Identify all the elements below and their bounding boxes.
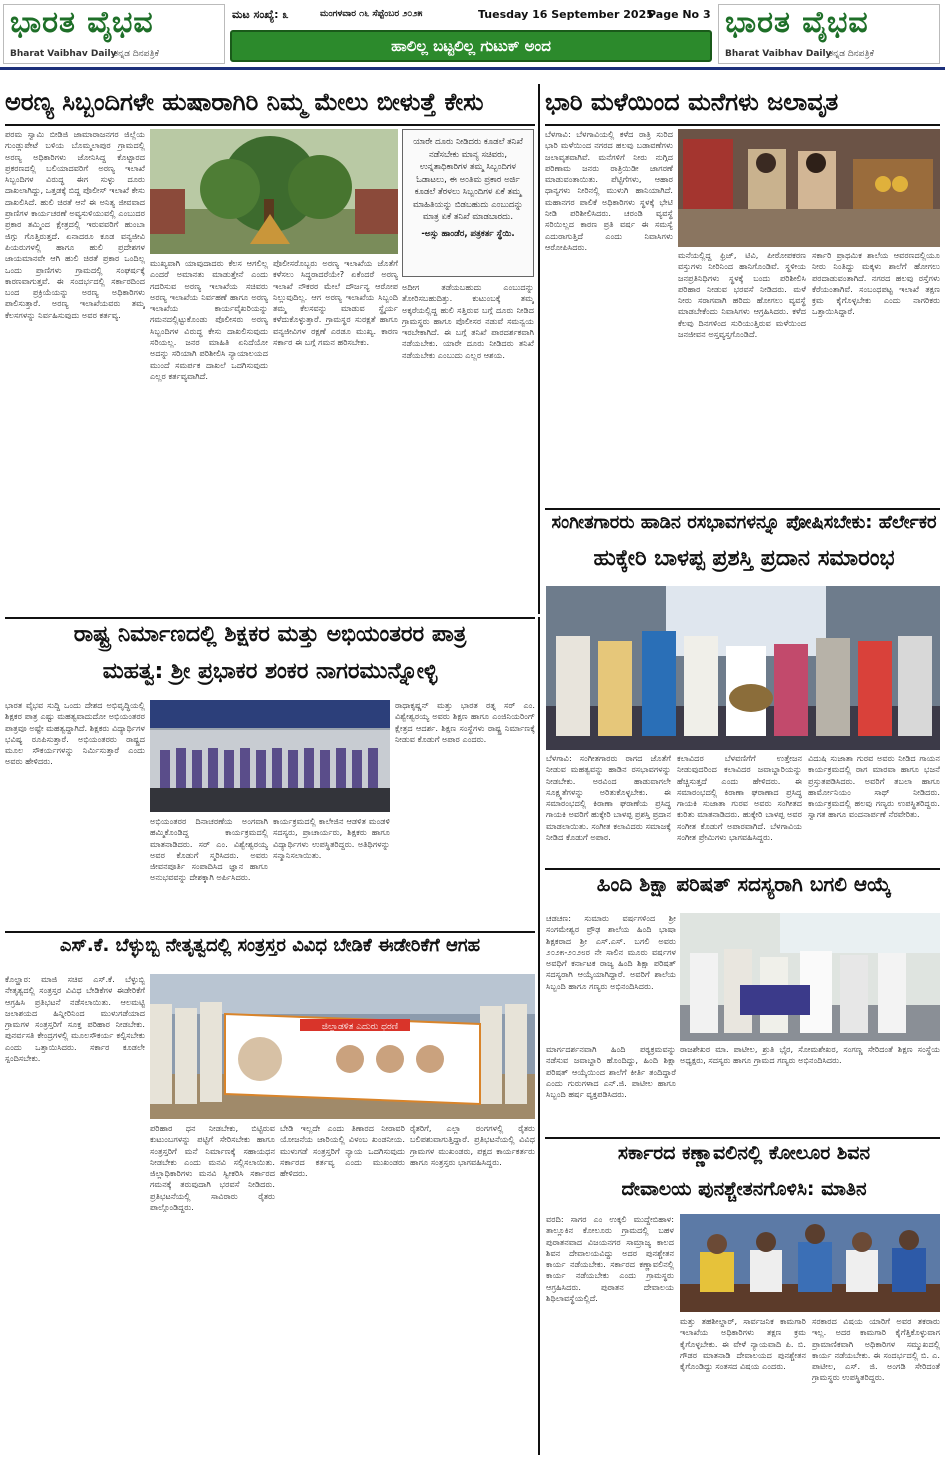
- rain-column-1: ಬೆಳಗಾವಿ: ಬೆಳಗಾವಿಯಲ್ಲಿ ಕಳೆದ ರಾತ್ರಿ ಸುರಿದ ಭಾರಿ ಮಳೆಯಿಂದ ನಗರದ ಹಲವು ಬಡಾವಣೆಗಳು ಜಲಾವೃತವಾಗಿವೆ. ಮನೆಗಳಿಗೆ ನೀರು ನುಗ್ಗಿದ ಪರಿಣಾಮ ಜನರು ರಾತ್ರಿಯಿಡೀ ಜಾಗರಣೆ ಮಾಡುವಂತಾಯಿತು. ಪೆಟ್ಟಿಗೆಗಳು, ಆಹಾರ ಧಾನ್ಯಗಳು ನೀರಿನಲ್ಲಿ ಮುಳುಗಿ ಹಾನಿಯಾಗಿದೆ. ಮಹಾನಗರ ಪಾಲಿಕೆ ಅಧಿಕಾರಿಗಳು ಸ್ಥಳಕ್ಕೆ ಭೇಟಿ ನೀಡಿ ಪರಿಶೀಲಿಸಿದರು. ಚರಂಡಿ ವ್ಯವಸ್ಥೆ ಸರಿಯಿಲ್ಲದ ಕಾರಣ ಪ್ರತಿ ವರ್ಷ ಈ ಸಮಸ್ಯೆ ಎದುರಾಗುತ್ತಿದೆ ಎಂದು ನಿವಾಸಿಗಳು ಆರೋಪಿಸಿದರು.: [545, 129, 673, 252]
- logo-sub-kn: ಕನ್ನಡ ದಿನಪತ್ರಿಕೆ: [829, 49, 875, 59]
- music-column-2: ಕಲಾವಿದರ ಬೆಳವಣಿಗೆಗೆ ಉತ್ತೇಜನ ನೀಡುವುದರಿಂದ ಕಲಾವಿದರ ಜವಾಬ್ದಾರಿಯನ್ನು ಹೆಚ್ಚಿಸುತ್ತದೆ ಎಂದು ಹೇಳಿದರು. ಈ ಸಮಾರಂಭದಲ್ಲಿ ಕಿರಾಣಾ ಘರಾಣಾದ ಪ್ರಸಿದ್ಧ ಗಾಯಕಿ ಸುಜಾತಾ ಗುರವ ಅವರು ಸಂಗೀತದ ಕುರಿತು ಮಾತನಾಡಿದರು. ಹುಕ್ಕೇರಿ ಬಾಳಪ್ಪ ಅವರ ಸಂಗೀತ ಕೊಡುಗೆ ಅಪಾರವಾಗಿದೆ. ಬೆಳಗಾವಿಯ ಸಂಗೀತ ಪ್ರೇಮಿಗಳು ಭಾಗವಹಿಸಿದ್ದರು.: [677, 753, 802, 843]
- forest-column-1: ಪರಮ ಸ್ವಾಮಿ ಬೀಡಿಜಿ ಜಾಮಾರಾಜನಗರ ಜಿಲ್ಲೆಯ ಗುಂಡ್ಲುಪೇಟೆ ಬಳಿಯ ಬೊಮ್ಮಲಾಪುರ ಗ್ರಾಮದಲ್ಲಿ ಅರಣ್ಯ ಅಧಿಕಾರಿಗಳು ಜೋನಿಸಿದ್ದ ಕೊಟ್ಟಾರದ ಪ್ರಕರಣದಲ್ಲಿ ಬಲಿಯಾದವರಿಗೆ ಅರಣ್ಯ ಇಲಾಖೆ ಸಿಬ್ಬಂದಿಗಳ ವಿರುದ್ಧ ಈಗ ಸುಳ್ಳು ದೂರು ದಾಖಲಾಗಿದ್ದು, ಒತ್ತಡಕ್ಕೆ ಬಿದ್ದ ಪೊಲೀಸ್ ಇಲಾಖೆ ಕೇಸು ದಾಖಲಿಸಿದೆ. ಹುಲಿ ಚಿರತೆ ಆನೆ ಈ ಅನಿತ್ಯ ಜೀವವಾದ ಪ್ರಾಣಿಗಳ ಕಾರ್ಯಚರಣೆ ಅವ್ಯಸುಳಿಯುವಲ್ಲಿ ಎಂಬುದರ ಪ್ರಕಾರ ತಮ್ಮಿಂದ ಕ್ಷೇತ್ರದಲ್ಲಿ ಇರುವವರಿಗೆ ಹುಂಬಾ ಜಿಗ್ಗು ಗೊತ್ತಿರುತ್ತದೆ. ಏನಾದರೂ ಕೂಡ ವನ್ಯಜೀವಿ ಪಿಯರುಗಳಲ್ಲಿ ಹಾಗೂ ಹುಲಿ ಪ್ರದೇಶಗಳ ಜಾಯಮಾನವೇ ಆಗಿ ಹುಲಿ ಚಿರತೆ ಪ್ರಕಾರ ಒಂದಿಲ್ಲ ಒಂದು ಪ್ರಾಣಿಗಳು ಗ್ರಾಮದಲ್ಲಿ ಸಂಘರ್ಷಕ್ಕೆ ಕಾರಣವಾಗುತ್ತವೆ. ಈ ಸಂದರ್ಭದಲ್ಲಿ ಸರ್ಕಾರದಿಂದ ಬಂದ ಪ್ರಕ್ರಿಯೆಯನ್ನು ಅರಣ್ಯ ಅಧಿಕಾರಿಗಳು ಪಾಲಿಸುತ್ತಾರೆ. ಅರಣ್ಯ ಇಲಾಖೆಯವರು ತಮ್ಮ ಕೆಲಸಗಳನ್ನು ನಿರ್ವಹಿಸುವುದು ಅವರ ಕರ್ತವ್ಯ.: [5, 129, 145, 320]
- sk-headline: ಎಸ್.ಕೆ. ಬೆಳ್ಳುಬ್ಬಿ ನೇತೃತ್ವದಲ್ಲಿ ಸಂತ್ರಸ್ತರ ವಿವಿಧ ಬೇಡಿಕೆ ಈಡೇರಿಕೆಗೆ ಆಗಹ: [59, 935, 481, 956]
- quote-author: -ಅಸ್ಸು ಹಾಂಡೆರ, ಪತ್ರಕರ್ತ ಸ್ಥೆಯಿ.: [421, 228, 515, 239]
- quote-text: ಯಾರೇ ದೂರು ನೀಡಿದರು ಕೂಡಲೆ ತನಿಖೆ ನಡೆಸಬೇಕು ಮಾನ್ಯ ಸಚಿವರು, ಉನ್ನತಾಧಿಕಾರಿಗಳ ತಮ್ಮ ಸಿಬ್ಬಂದಿಗಳ ಓಡಾಟಲು, ಈ ಅಂತಿಮ ಪ್ರಕಾರ ಅರ್ಜಿ ಕೂಡಲೆ ತೆರಳಲು ಸಿಬ್ಬಂದಿಗಳ ಏಕೆ ತಮ್ಮ ಮಾಹಿತಿಯನ್ನು ಬಿಡಬಹುದು ಎಂಬುದನ್ನು ಮಾತ್ರ ಏಕೆ ತನಿಖೆ ಮಾಡಬಾರದು.: [413, 137, 523, 222]
- nation-column-4: ರಾಧಾಕೃಷ್ಣನ್ ಮತ್ತು ಭಾರತ ರತ್ನ ಸರ್ ಎಂ. ವಿಶ್ವೇಶ್ವರಯ್ಯ ಅವರು ಶಿಕ್ಷಣ ಹಾಗೂ ಎಂಜಿನಿಯರಿಂಗ್ ಕ್ಷೇತ್ರದ ಆದರ್ಶ. ಶಿಕ್ಷಣ ಸಂಸ್ಥೆಗಳು ರಾಷ್ಟ್ರ ನಿರ್ಮಾಣಕ್ಕೆ ನೀಡುವ ಕೊಡುಗೆ ಅಪಾರ ಎಂದರು.: [395, 700, 535, 744]
- newspaper-logo-right: [718, 4, 940, 64]
- divider: [545, 1137, 940, 1139]
- nation-column-1: ಭಾರತ ವೈಭವ ಸುದ್ದಿ ಒಂದು ದೇಶದ ಅಭಿವೃದ್ಧಿಯಲ್ಲಿ ಶಿಕ್ಷಕರ ಪಾತ್ರ ಎಷ್ಟು ಮಹತ್ವವಾದುದೋ ಅಭಿಯಂತರರ ಪಾತ್ರವೂ ಅಷ್ಟೇ ಮಹತ್ವದ್ದಾಗಿದೆ. ಶಿಕ್ಷಕರು ವಿದ್ಯಾರ್ಥಿಗಳ ಭವಿಷ್ಯ ರೂಪಿಸುತ್ತಾರೆ. ಅಭಿಯಂತರರು ರಾಷ್ಟ್ರದ ಮೂಲ ಸೌಕರ್ಯಗಳನ್ನು ನಿರ್ಮಿಸುತ್ತಾರೆ ಎಂದು ಅವರು ಹೇಳಿದರು.: [5, 700, 145, 767]
- tagline: ಹಾಲಿಲ್ಲ ಬಟ್ಟಲಿಲ್ಲ ಗುಟುಕ್ ಅಂದ: [230, 30, 712, 62]
- nation-headline-1: ರಾಷ್ಟ್ರ ನಿರ್ಮಾಣದಲ್ಲಿ ಶಿಕ್ಷಕರ ಮತ್ತು ಅಭಿಯಂತರರ ಪಾತ್ರ: [73, 622, 467, 647]
- temple-photo: [680, 1214, 940, 1312]
- forest-column-3: ಪೊಲೀಸರೊಬ್ಬರು ಅರಣ್ಯ ಇಲಾಖೆಯ ಜೊತೆಗೆ ಕಳೆಸಲು ಸಿದ್ಧರಾದರೆಯೇ? ಏಕೆಂದರೆ ಅರಣ್ಯ ಇಲಾಖೆ ನೌಕರರ ಮೇಲೆ ದೌರ್ಜನ್ಯ ಆರೋಪ ನಿಲ್ಲುವುದಿಲ್ಲ. ಆಗ ಅರಣ್ಯ ಇಲಾಖೆಯ ಸಿಬ್ಬಂದಿ ತಮ್ಮ ಕೆಲಸವನ್ನು ಮಾಡುವ ಸ್ಥೈರ್ಯ ಕಳೆದುಕೊಳ್ಳುತ್ತಾರೆ. ಗ್ರಾಮಸ್ಥರ ಸುರಕ್ಷತೆ ಹಾಗೂ ವನ್ಯಜೀವಿಗಳ ರಕ್ಷಣೆ ಎರಡೂ ಮುಖ್ಯ. ಕಾರಣ ಸರ್ಕಾರ ಈ ಬಗ್ಗೆ ಗಮನ ಹರಿಸಬೇಕು.: [273, 258, 398, 348]
- protest-rally-image: [150, 974, 535, 1119]
- rain-column-3: ಸರ್ಕಾರಿ ಪ್ರಾಥಮಿಕ ಶಾಲೆಯ ಆವರಣದಲ್ಲಿಯೂ ನೀರು ನಿಂತಿದ್ದು ಮಕ್ಕಳು ಶಾಲೆಗೆ ಹೋಗಲು ಪರದಾಡುವಂತಾಗಿದೆ. ನಗರದ ಹಲವು ರಸ್ತೆಗಳು ಕೆರೆಯಂತಾಗಿವೆ. ಸಂಬಂಧಪಟ್ಟ ಇಲಾಖೆ ತಕ್ಷಣ ಕ್ರಮ ಕೈಗೊಳ್ಳಬೇಕು ಎಂದು ನಾಗರಿಕರು ಒತ್ತಾಯಿಸಿದ್ದಾರೆ.: [812, 250, 940, 317]
- newspaper-logo-left: [3, 4, 225, 64]
- date-english: Tuesday 16 September 2025: [478, 8, 654, 21]
- temple-headline-2: ದೇವಾಲಯ ಪುನಶ್ಚೇತನಗೊಳಿಸಿ: ಮಾತಿನ: [621, 1178, 867, 1200]
- logo-name: ಭಾರತ ವೈಭವ: [725, 5, 869, 40]
- award-ceremony-image: [546, 586, 940, 750]
- divider: [5, 124, 535, 126]
- press-meet-image: [680, 1214, 940, 1312]
- sk-column-4: ರೈತರಿಗೆ, ಎಲ್ಲಾ ರಂಗಗಳಲ್ಲಿ ರೈತರು ಬಲಿಪಶುವಾಗುತ್ತಿದ್ದಾರೆ. ಪ್ರತಿಭಟನೆಯಲ್ಲಿ ವಿವಿಧ ಗ್ರಾಮಗಳ ಮುಖಂಡರು, ಪಕ್ಷದ ಕಾರ್ಯಕರ್ತರು ಹಾಗೂ ಸಂತ್ರಸ್ತರು ಭಾಗವಹಿಸಿದ್ದರು.: [410, 1123, 535, 1167]
- nation-column-3: ಕಾರ್ಯಕ್ರಮದಲ್ಲಿ ಕಾಲೇಜಿನ ಆಡಳಿತ ಮಂಡಳಿ ಸದಸ್ಯರು, ಪ್ರಾಚಾರ್ಯರು, ಶಿಕ್ಷಕರು ಹಾಗೂ ವಿದ್ಯಾರ್ಥಿಗಳು ಉಪಸ್ಥಿತರಿದ್ದರು. ಅತಿಥಿಗಳನ್ನು ಸನ್ಮಾನಿಸಲಾಯಿತು.: [273, 816, 390, 860]
- temple-column-2: ಮತ್ತು ತಹಶೀಲ್ದಾರ್, ಸಾರ್ವಜನಿಕ ಕಾಮಗಾರಿ ಇಲಾಖೆಯ ಅಧಿಕಾರಿಗಳು ತಕ್ಷಣ ಕ್ರಮ ಕೈಗೊಳ್ಳಬೇಕು. ಈ ವೇಳೆ ನ್ಯಾಯವಾದಿ ಪಿ. ಬಿ. ಗೌಡರ ಮಾತನಾಡಿ ದೇವಾಲಯದ ಪುನಶ್ಚೇತನ ಕೈಗೊಂಡಿದ್ದು ಸಂತಸದ ವಿಷಯ ಎಂದರು.: [680, 1316, 806, 1372]
- column-divider: [538, 84, 540, 614]
- rain-column-2: ಮನೆಯಲ್ಲಿದ್ದ ಫ್ರಿಜ್, ಟಿವಿ, ಪೀಠೋಪಕರಣ ವಸ್ತುಗಳು ನೀರಿನಿಂದ ಹಾನಿಗೊಂಡಿವೆ. ಸ್ಥಳೀಯ ಜನಪ್ರತಿನಿಧಿಗಳು ಸ್ಥಳಕ್ಕೆ ಬಂದು ಪರಿಶೀಲಿಸಿ ಪರಿಹಾರ ನೀಡುವ ಭರವಸೆ ನೀಡಿದರು. ಮಳೆ ನೀರು ಸರಾಗವಾಗಿ ಹರಿದು ಹೋಗಲು ವ್ಯವಸ್ಥೆ ಮಾಡಬೇಕೆಂದು ನಿವಾಸಿಗಳು ಆಗ್ರಹಿಸಿದರು. ಕಳೆದ ಕೆಲವು ದಿನಗಳಿಂದ ಸುರಿಯುತ್ತಿರುವ ಮಳೆಯಿಂದ ಜನಜೀವನ ಅಸ್ತವ್ಯಸ್ತಗೊಂಡಿದೆ.: [678, 250, 806, 340]
- divider: [545, 868, 940, 870]
- felicitation-image: [680, 913, 940, 1041]
- nation-headline-2: ಮಹತ್ವ: ಶ್ರೀ ಪ್ರಭಾಕರ ಶಂಕರ ನಾಗರಮುನ್ನೋಳ್ಳಿ: [102, 659, 438, 684]
- issue-line: [230, 4, 715, 28]
- temple-column-3: ಸರಕಾರದ ವಿಷಯ ಯಾರಿಗೆ ಅವರ ತಕರಾರು ಇಲ್ಲ. ಅದರ ಕಾಮಗಾರಿ ಕೈಗೆತ್ತಿಕೊಳ್ಳುವಾಗ ಪ್ರಾಮಾಣಿಕವಾಗಿ ಅಧಿಕಾರಿಗಳ ಸಮ್ಮುಖದಲ್ಲಿ ಕಾರ್ಯ ನಡೆಯಬೇಕು. ಈ ಸಂದರ್ಭದಲ್ಲಿ ಬಿ. ಎ. ಪಾಟೀಲ, ಎಸ್. ಜಿ. ಅಂಗಡಿ ಸೇರಿದಂತೆ ಗ್ರಾಮಸ್ಥರು ಉಪಸ್ಥಿತರಿದ್ದರು.: [812, 1316, 940, 1383]
- music-headline-1: ಸಂಗೀತಗಾರರು ಹಾಡಿನ ರಸಭಾವಗಳನ್ನೂ ಪೋಷಿಸಬೇಕು: ಹೆರ್ಲೇಕರ: [551, 512, 937, 533]
- divider: [545, 124, 940, 126]
- sk-column-1: ಕೊಲ್ಹಾರ: ಮಾಜಿ ಸಚಿವ ಎಸ್.ಕೆ. ಬೆಳ್ಳುಬ್ಬಿ ನೇತೃತ್ವದಲ್ಲಿ ಸಂತ್ರಸ್ತರ ವಿವಿಧ ಬೇಡಿಕೆಗಳ ಈಡೇರಿಕೆಗೆ ಆಗ್ರಹಿಸಿ ಪ್ರತಿಭಟನೆ ನಡೆಸಲಾಯಿತು. ಆಲಮಟ್ಟಿ ಜಲಾಶಯದ ಹಿನ್ನೀರಿನಿಂದ ಮುಳುಗಡೆಯಾದ ಗ್ರಾಮಗಳ ಸಂತ್ರಸ್ತರಿಗೆ ಸೂಕ್ತ ಪರಿಹಾರ ನೀಡಬೇಕು. ಪುನರ್ವಸತಿ ಕೇಂದ್ರಗಳಲ್ಲಿ ಮೂಲಸೌಕರ್ಯ ಕಲ್ಪಿಸಬೇಕು ಎಂದು ಒತ್ತಾಯಿಸಿದರು. ಸರ್ಕಾರ ಕೂಡಲೇ ಸ್ಪಂದಿಸಬೇಕು.: [5, 974, 145, 1064]
- music-headline-2: ಹುಕ್ಕೇರಿ ಬಾಳಪ್ಪ ಪ್ರಶಸ್ತಿ ಪ್ರದಾನ ಸಮಾರಂಭ: [593, 546, 895, 571]
- column-divider: [538, 617, 540, 1137]
- forest-column-2: ಮುಖ್ಯವಾಗಿ ಯಾವುದಾದರು ಕೆಲಸ ಆಗಲಿಲ್ಲ ಎಂದರೆ ಅಮಾನತು ಮಾಡುತ್ತೇನೆ ಎಂದು ಗದರಿಸುವ ಅರಣ್ಯ ಇಲಾಖೆಯ ಸಚಿವರು ಅರಣ್ಯ ಇಲಾಖೆಯ ನಿರ್ವಹಣೆ ಹಾಗೂ ಅರಣ್ಯ ಇಲಾಖೆಯ ಕಾರ್ಯವೈಖರಿಯನ್ನು ಗಮನದಲ್ಲಿಟ್ಟುಕೊಂಡು ಪೊಲೀಸರು ಅರಣ್ಯ ಸಿಬ್ಬಂದಿಗಳ ವಿರುದ್ಧ ಕೇಸು ದಾಖಲಿಸುವುದು ಸರಿಯಲ್ಲ. ಜನರ ಮಾಹಿತಿ ಏನಿದೆಯೋ ಅದನ್ನು ಸರಿಯಾಗಿ ಪರಿಶೀಲಿಸಿ ನ್ಯಾಯಾಲಯದ ಮುಂದೆ ಸಮರ್ಪಕ ದಾಖಲೆ ಒದಗಿಸುವುದು ಎಲ್ಲರ ಕರ್ತವ್ಯವಾಗಿದೆ.: [150, 258, 268, 381]
- column-divider: [538, 1137, 540, 1455]
- sk-column-3: ಬೇಡಿ ಇಲ್ಲದೇ ಎಂದು ತಿಣಾರದ ನೀರಾವರಿ ಯೋಜನೆಯ ಜಾರಿಯಲ್ಲಿ ವಿಳಂಬ ಖಂಡನೀಯ. ಮುಳುಗಡೆ ಸಂತ್ರಸ್ತರಿಗೆ ನ್ಯಾಯ ಒದಗಿಸುವುದು ಸರ್ಕಾರದ ಕರ್ತವ್ಯ ಎಂದು ಮುಖಂಡರು ಹೇಳಿದರು.: [280, 1123, 405, 1179]
- hindi-column-1: ಚಡಚಣ: ಸುಮಾರು ವರ್ಷಗಳಿಂದ ಶ್ರೀ ಸಂಗಮೇಶ್ವರ ಪ್ರೌಢ ಶಾಲೆಯ ಹಿಂದಿ ಭಾಷಾ ಶಿಕ್ಷಕರಾದ ಶ್ರೀ ಎಸ್.ಎಸ್. ಬಗಲಿ ಅವರು ೨೦೨೫-೨೦೨೮ರ ನೇ ಸಾಲಿನ ಮೂರು ವರ್ಷಗಳ ಅವಧಿಗೆ ಕರ್ನಾಟಕ ರಾಜ್ಯ ಹಿಂದಿ ಶಿಕ್ಷಾ ಪರಿಷತ್ ಸದಸ್ಯರಾಗಿ ಆಯ್ಕೆಯಾಗಿದ್ದಾರೆ. ಅವರಿಗೆ ಶಾಲೆಯ ಸಿಬ್ಬಂದಿ ಹಾಗೂ ಗಣ್ಯರು ಅಭಿನಂದಿಸಿದರು.: [546, 913, 676, 991]
- page-number: Page No 3: [648, 8, 711, 21]
- date-kannada: ಮಂಗಳವಾರ ೧೬ ಸೆಪ್ಟೆಂಬರ ೨೦೨೫: [320, 9, 423, 19]
- rain-photo: [678, 129, 940, 247]
- music-photo: [546, 586, 940, 750]
- issue-info: ಮಟ ಸಂಖ್ಯೆ: ೩: [232, 8, 289, 21]
- divider: [5, 617, 535, 619]
- banner-text: ಜಿಲ್ಲಾಡಳಿತ ಎದುರು ಧರಣಿ: [321, 1022, 399, 1032]
- logo-sub: Bharat Vaibhav Daily: [725, 49, 832, 59]
- divider: [5, 931, 535, 933]
- group-photo-image: [150, 700, 390, 812]
- flooded-house-image: [678, 129, 940, 247]
- masthead: [0, 0, 945, 70]
- music-column-1: ಬೆಳಗಾವಿ: ಸಂಗೀತಗಾರರು ರಾಗದ ಜೊತೆಗೆ ನೀಡುವ ಮಹತ್ವವನ್ನು ಹಾಡಿನ ರಸಭಾವಗಳನ್ನು ನೀಡಬೇಕು. ಅರವಿಂದ ಹಾಡುವಾಗಲೇ ಸೂಕ್ಷ್ಮತೆಗಳನ್ನು ಅರಿತುಕೊಳ್ಳಬೇಕು. ಈ ಸಮಾರಂಭದಲ್ಲಿ ಕಿರಾಣಾ ಘರಾಣೆಯ ಪ್ರಸಿದ್ಧ ಗಾಯಕಿ ಅವರಿಗೆ ಹುಕ್ಕೇರಿ ಬಾಳಪ್ಪ ಪ್ರಶಸ್ತಿ ಪ್ರದಾನ ಮಾಡಲಾಯಿತು. ಸಂಗೀತ ಕಲಾವಿದರು ಸಮಾಜಕ್ಕೆ ನೀಡಿದ ಕೊಡುಗೆ ಅಪಾರ.: [546, 753, 671, 843]
- forest-quote-box: [402, 129, 534, 277]
- rain-headline: ಭಾರಿ ಮಳೆಯಿಂದ ಮನೆಗಳು ಜಲಾವೃತ: [545, 88, 839, 116]
- forest-column-4: ಅದೀಗ ತಡೆಯಬಹುದು ಎಂಬುದನ್ನು ತೋರಿಸಬಹುದಿತ್ತು. ಕುಟುಂಬಕ್ಕೆ ತಮ್ಮ ಅಕ್ಕರೆಯಲ್ಲಿದ್ದ ಹುಲಿ ಸತ್ತಿರುವ ಬಗ್ಗೆ ದೂರು ನೀಡಿದ ಗ್ರಾಮಸ್ಥರು ಹಾಗೂ ಪೊಲೀಸರ ನಡುವೆ ಸಮನ್ವಯ ಇರಬೇಕಾಗಿದೆ. ಈ ಬಗ್ಗೆ ತನಿಖೆ ಪಾರದರ್ಶಕವಾಗಿ ನಡೆಯಬೇಕು. ಯಾರೇ ದೂರು ನೀಡಿದರು ತನಿಖೆ ನಡೆಯಬೇಕು ಎಂಬುದು ಎಲ್ಲರ ಆಶಯ.: [402, 282, 534, 360]
- sk-column-2: ಪರಿಹಾರ ಧನ ನೀಡಬೇಕು, ಬಿಟ್ಟಿರುವ ಕುಟುಂಬಗಳನ್ನು ಪಟ್ಟಿಗೆ ಸೇರಿಸಬೇಕು ಹಾಗೂ ಸಂತ್ರಸ್ತರಿಗೆ ಮನೆ ನಿರ್ಮಾಣಕ್ಕೆ ಸಹಾಯಧನ ನೀಡಬೇಕು ಎಂದು ಮನವಿ ಸಲ್ಲಿಸಲಾಯಿತು. ಜಿಲ್ಲಾಧಿಕಾರಿಗಳು ಮನವಿ ಸ್ವೀಕರಿಸಿ ಸರ್ಕಾರದ ಗಮನಕ್ಕೆ ತರುವುದಾಗಿ ಭರವಸೆ ನೀಡಿದರು. ಪ್ರತಿಭಟನೆಯಲ್ಲಿ ಸಾವಿರಾರು ರೈತರು ಪಾಲ್ಗೊಂಡಿದ್ದರು.: [150, 1123, 275, 1213]
- hindi-photo: [680, 913, 940, 1041]
- logo-sub: Bharat Vaibhav Daily: [10, 49, 117, 59]
- sk-photo: [150, 974, 535, 1119]
- forest-photo: [150, 129, 398, 254]
- memorial-garden-image: [150, 129, 398, 254]
- hindi-column-3: ರಾಜಶೇಖರ ಮಾ. ಪಾಟೀಲ, ಶ್ರುತಿ ಭೈರ, ಸೋಮಶೇಖರ, ಸಂಗಣ್ಣ ಸೇರಿದಂತೆ ಶಿಕ್ಷಣ ಸಂಸ್ಥೆಯ ಅಧ್ಯಕ್ಷರು, ಸದಸ್ಯರು ಹಾಗೂ ಗ್ರಾಮದ ಗಣ್ಯರು ಅಭಿನಂದಿಸಿದರು.: [680, 1044, 940, 1066]
- hindi-column-2: ಮಾರ್ಗದರ್ಶನವಾಗಿ ಹಿಂದಿ ಪಠ್ಯಕ್ರಮವನ್ನು ನಡೆಸುವ ಜವಾಬ್ದಾರಿ ಹೊಂದಿದ್ದು, ಹಿಂದಿ ಶಿಕ್ಷಾ ಪರಿಷತ್ ಆಯ್ಕೆಯಿಂದ ಶಾಲೆಗೆ ಕೀರ್ತಿ ತಂದಿದ್ದಾರೆ ಎಂದು ಗುರುಗಳಾದ ಎನ್.ಜಿ. ಪಾಟೀಲ ಹಾಗೂ ಸಿಬ್ಬಂದಿ ಹರ್ಷ ವ್ಯಕ್ತಪಡಿಸಿದರು.: [546, 1044, 676, 1100]
- divider: [545, 508, 940, 510]
- temple-headline-1: ಸರ್ಕಾರದ ಕಣ್ಣಾವಲಿನಲ್ಲಿ ಕೋಲೂರ ಶಿವನ: [617, 1142, 871, 1164]
- forest-headline: ಅರಣ್ಯ ಸಿಬ್ಬಂದಿಗಳೇ ಹುಷಾರಾಗಿರಿ ನಿಮ್ಮ ಮೇಲು ಬೀಳುತ್ತೆ ಕೇಸು: [5, 88, 484, 116]
- logo-name: ಭಾರತ ವೈಭವ: [10, 5, 154, 40]
- hindi-headline: ಹಿಂದಿ ಶಿಕ್ಷಾ ಪರಿಷತ್ ಸದಸ್ಯರಾಗಿ ಬಗಲಿ ಆಯ್ಕೆ: [596, 872, 892, 896]
- temple-column-1: ವರದಿ: ಸಾಗರ ಎಂ ಉಕ್ಕಲಿ ಮುದ್ದೇಬಿಹಾಳ: ತಾಲ್ಲೂಕಿನ ಕೋಲೂರು ಗ್ರಾಮದಲ್ಲಿ ಬಹಳ ಪುರಾತನವಾದ ವಿಜಯನಗರ ಸಾಮ್ರಾಜ್ಯ ಕಾಲದ ಶಿವನ ದೇವಾಲಯವಿದ್ದು ಅದರ ಪುನಶ್ಚೇತನ ಕಾರ್ಯ ನಡೆಯಬೇಕು. ಸರ್ಕಾರದ ಕಣ್ಣಾವಲಿನಲ್ಲಿ ಕಾರ್ಯ ನಡೆಯಬೇಕು ಎಂದು ಗ್ರಾಮಸ್ಥರು ಆಗ್ರಹಿಸಿದರು. ಪುರಾತನ ದೇವಾಲಯ ಶಿಥಿಲಾವಸ್ಥೆಯಲ್ಲಿದೆ.: [546, 1214, 674, 1304]
- nation-photo: [150, 700, 390, 812]
- logo-sub-kn: ಕನ್ನಡ ದಿನಪತ್ರಿಕೆ: [114, 49, 160, 59]
- music-column-3: ವಿದುಷಿ ಸುಜಾತಾ ಗುರವ ಅವರು ನೀಡಿದ ಗಾಯನ ಕಾರ್ಯಕ್ರಮದಲ್ಲಿ ರಾಗ ಮಾರವಾ ಹಾಗೂ ಭಜನೆ ಪ್ರಸ್ತುತಪಡಿಸಿದರು. ಅವರಿಗೆ ತಬಲಾ ಹಾಗೂ ಹಾರ್ಮೋನಿಯಂ ಸಾಥ್ ನೀಡಿದರು. ಕಾರ್ಯಕ್ರಮದಲ್ಲಿ ಹಲವು ಗಣ್ಯರು ಉಪಸ್ಥಿತರಿದ್ದರು. ಸ್ವಾಗತ ಹಾಗೂ ವಂದನಾರ್ಪಣೆ ನೆರವೇರಿತು.: [808, 753, 940, 820]
- nation-column-2: ಅಭಿಯಂತರರ ದಿನಾಚರಣೆಯ ಅಂಗವಾಗಿ ಹಮ್ಮಿಕೊಂಡಿದ್ದ ಕಾರ್ಯಕ್ರಮದಲ್ಲಿ ಮಾತನಾಡಿದರು. ಸರ್ ಎಂ. ವಿಶ್ವೇಶ್ವರಯ್ಯ ಅವರ ಕೊಡುಗೆ ಸ್ಮರಿಸಿದರು. ಅವರು ಜೀವನಪೂರ್ತಿ ಸಂಪಾದಿಸಿದ ಜ್ಞಾನ ಹಾಗೂ ಅನುಭವವನ್ನು ದೇಶಕ್ಕಾಗಿ ಅರ್ಪಿಸಿದರು.: [150, 816, 268, 883]
